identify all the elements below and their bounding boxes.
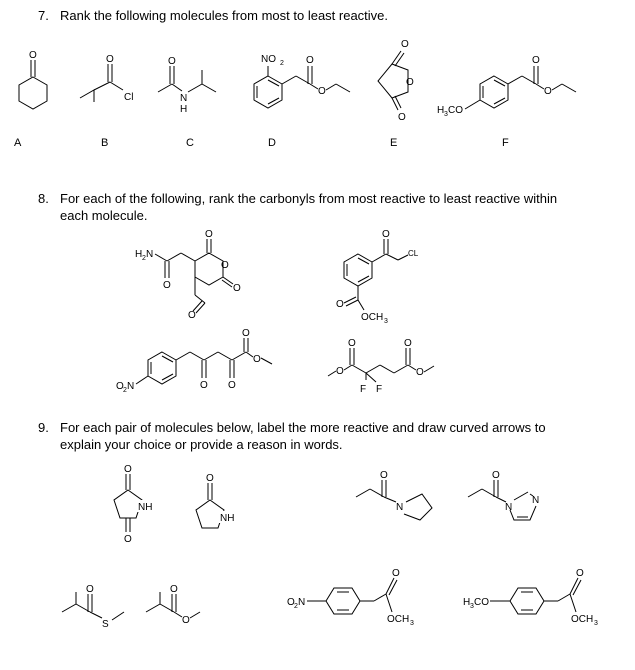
atom-n: N [532,495,540,506]
atom-o: O [416,367,424,378]
atom-h3co-h: H [463,597,471,608]
atom-f: F [376,384,383,395]
atom-h2n-sub: 2 [142,255,146,262]
atom-o: O [124,534,132,545]
label-d: D [268,137,276,149]
q9-molecule-imidazole-amide [468,470,539,520]
atom-o: O [29,50,37,61]
atom-o: O [532,55,540,66]
atom-no2-n: NO [261,54,276,65]
question-9-text-line2: explain your choice or provide a reason in words. [60,437,343,452]
atom-nh: NH [138,502,153,513]
atom-o2n-n: N [298,597,306,608]
q9-molecule-lactam [196,473,237,528]
label-f: F [502,137,509,149]
atom-o: O [170,584,178,595]
molecule-d-nitro-ester [254,54,350,108]
atom-o: O [124,464,132,475]
atom-f: F [360,384,367,395]
atom-no2-sub: 2 [280,60,284,67]
atom-o: O [233,283,241,294]
atom-h3co-sub: 3 [444,111,448,118]
label-e: E [390,137,398,149]
atom-n: N [180,93,188,104]
atom-o: O [182,615,190,626]
atom-o: O [163,280,171,291]
atom-nh: NH [220,513,235,524]
q8-molecule-3-nitro-keto-ester [116,328,272,394]
atom-o: O [253,354,261,365]
atom-n: N [396,502,404,513]
atom-o: O [242,328,250,339]
atom-h3co-sub: 3 [470,603,474,610]
atom-o: O [200,380,208,391]
q8-molecule-4-fluoro-diester [328,338,434,395]
atom-och3-sub: 3 [384,318,388,325]
molecule-f-methoxy-ester [437,55,576,118]
q9-molecule-methoxy-benzoate [463,568,598,627]
atom-o: O [168,56,176,67]
question-9-text-line1: For each pair of molecules below, label the more reactive and draw curved arrows to [60,420,546,435]
atom-och3: OCH [387,614,410,625]
atom-och3: OCH [571,614,594,625]
atom-o2n-o: O [287,597,295,608]
atom-och3-sub: 3 [594,620,598,627]
atom-o: O [544,86,552,97]
molecule-a-cyclohexanone [19,50,47,109]
atom-och3: OCH [361,312,384,323]
q9-molecule-imide [114,464,155,545]
atom-o: O [392,568,400,579]
question-8-number: 8. [38,191,49,206]
atom-h2n-h: H [135,249,143,260]
atom-h3co-co: CO [448,105,463,116]
atom-o: O [336,299,344,310]
atom-o2n-n: N [127,381,135,392]
atom-h3co-h: H [437,105,445,116]
atom-o: O [228,380,236,391]
atom-o: O [106,54,114,65]
q8-molecule-2-ketone-ester [336,229,419,325]
atom-o: O [206,473,214,484]
atom-h2n-n: N [146,249,154,260]
atom-o: O [221,260,229,271]
atom-o: O [336,366,344,377]
atom-o2n-o: O [116,381,124,392]
q8-molecule-1-lactone [135,229,241,321]
question-8-text-line1: For each of the following, rank the carbonyls from most reactive to least reactive within [60,191,558,206]
atom-o: O [404,338,412,349]
label-a: A [14,137,22,149]
atom-o: O [188,310,196,321]
q9-molecule-nitro-benzoate [287,568,414,627]
q9-molecule-pyrrolidine-amide [356,470,432,520]
atom-o: O [348,338,356,349]
atom-n: N [505,502,513,513]
atom-o: O [401,39,409,50]
molecule-e-anhydride [378,39,414,123]
atom-h3co-co: CO [474,597,489,608]
atom-o: O [380,470,388,481]
question-9-number: 9. [38,420,49,435]
question-7-number: 7. [38,8,49,23]
label-c: C [186,137,194,149]
question-8-text-line2: each molecule. [60,208,148,223]
molecule-c-amide [158,56,216,115]
molecule-b-acid-chloride [80,54,133,103]
atom-o: O [86,584,94,595]
atom-o: O [406,77,414,88]
atom-o2n-sub: 2 [123,387,127,394]
atom-cl: Cl [124,92,134,103]
atom-o: O [576,568,584,579]
atom-s: S [102,619,109,630]
atom-o: O [492,470,500,481]
atom-o: O [306,55,314,66]
q9-molecule-ester [146,584,200,626]
atom-o: O [318,86,326,97]
atom-o: O [398,112,406,123]
q9-molecule-thioester [62,584,124,630]
atom-cl-up: CL [408,249,419,258]
atom-o: O [382,229,390,240]
atom-o2n-sub: 2 [294,603,298,610]
label-b: B [101,137,109,149]
atom-h: H [180,104,188,115]
atom-och3-sub: 3 [410,620,414,627]
question-7-text: Rank the following molecules from most to least reactive. [60,8,389,23]
atom-o: O [205,229,213,240]
